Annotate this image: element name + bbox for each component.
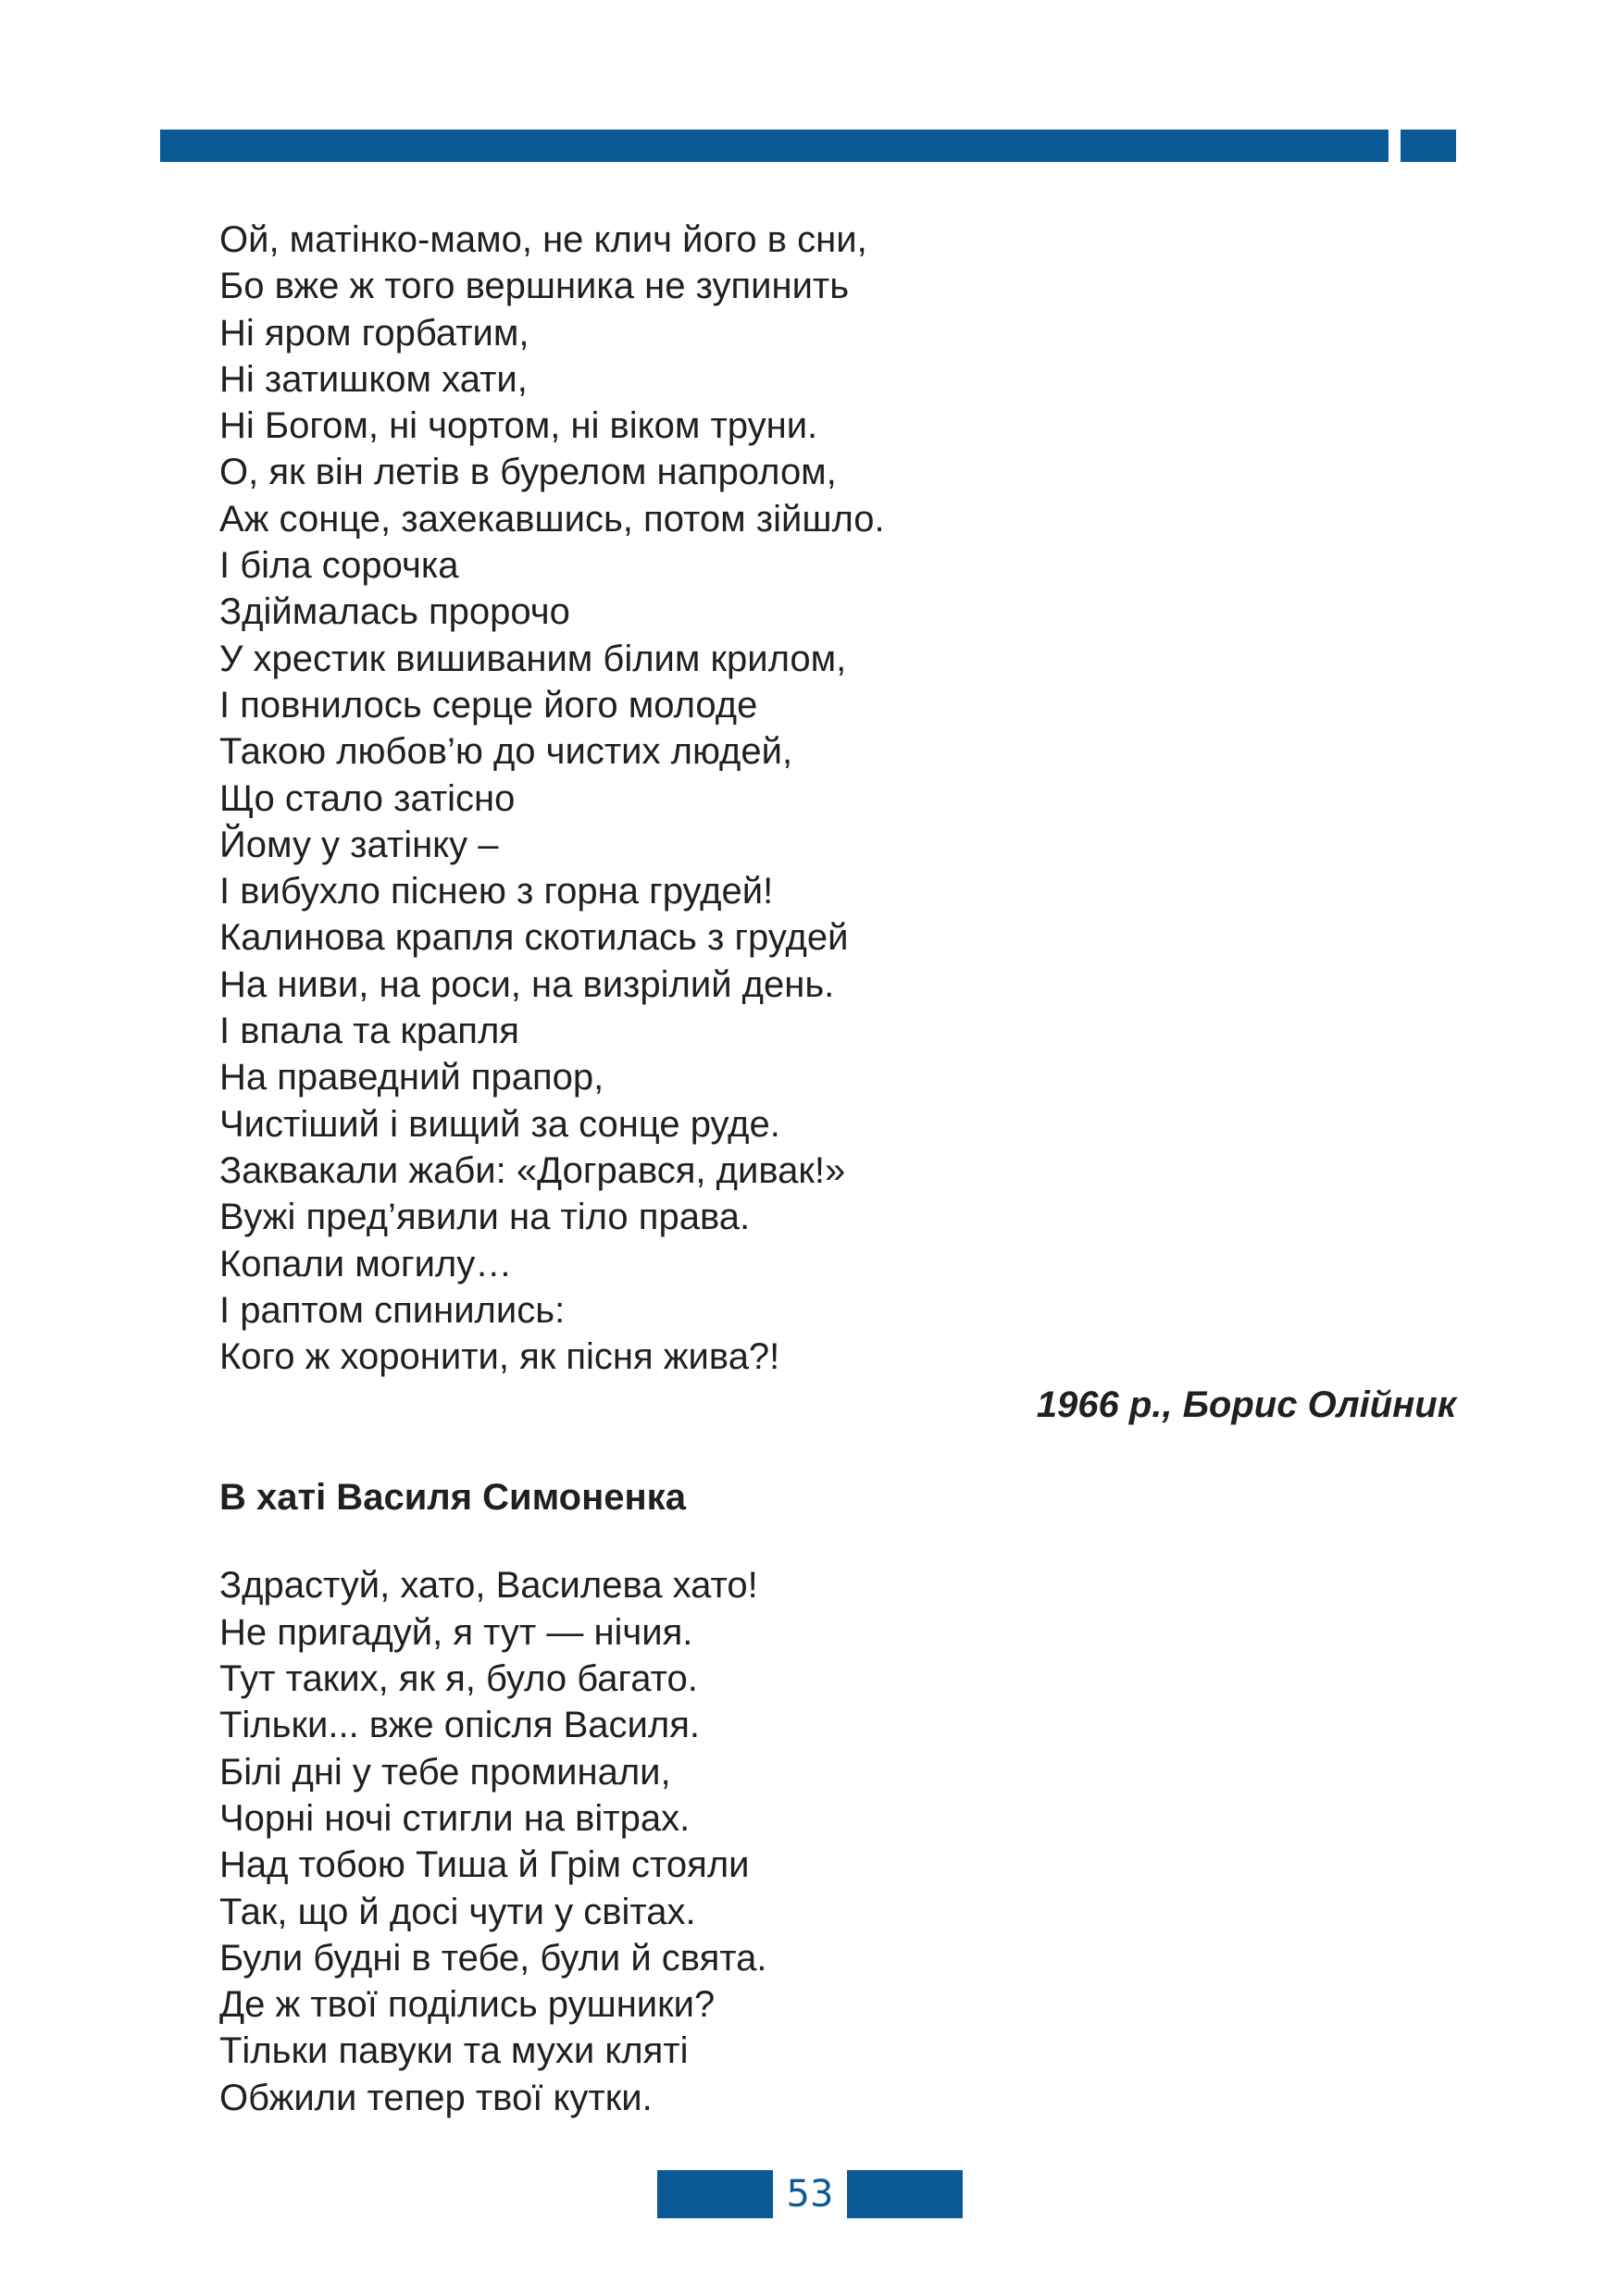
- poem-line: Де ж твої поділись рушники?: [219, 1984, 716, 2026]
- footer-bar-right: [847, 2170, 963, 2218]
- poem-line: Такою любов’ю до чистих людей,: [219, 731, 793, 773]
- header-bar: [160, 130, 1389, 162]
- poem-line: На праведний прапор,: [219, 1057, 604, 1098]
- poem-line: І повнилось серце його молоде: [219, 684, 758, 726]
- poem-line: Білі дні у тебе проминали,: [219, 1751, 671, 1793]
- poem-attribution: 1966 р., Борис Олійник: [1036, 1384, 1456, 1426]
- poem-line: Ой, матінко-мамо, не клич його в сни,: [219, 219, 867, 260]
- poem-line: Були будні в тебе, були й свята.: [219, 1937, 767, 1979]
- page-footer: [657, 2170, 963, 2218]
- poem-line: Чистіший і вищий за сонце руде.: [219, 1103, 780, 1145]
- poem-line: Калинова крапля скотилась з грудей: [219, 917, 849, 959]
- poem-line: Ні яром горбатим,: [219, 312, 529, 354]
- poem-line: Копали могилу…: [219, 1243, 513, 1285]
- poem-title: В хаті Василя Симоненка: [219, 1477, 686, 1519]
- poem-line: Кого ж хоронити, як пісня жива?!: [219, 1336, 780, 1378]
- footer-bar-left: [657, 2170, 773, 2218]
- poem-line: На ниви, на роси, на визрілий день.: [219, 963, 835, 1005]
- poem-line: Йому у затінку –: [219, 824, 499, 865]
- poem-boris-oliynyk: [219, 217, 1460, 1380]
- page-content: [219, 217, 1460, 2121]
- header-bar-end: [1401, 130, 1456, 162]
- poem-line: Не пригадуй, я тут — нічия.: [219, 1611, 693, 1653]
- poem-line: У хрестик вишиваним білим крилом,: [219, 638, 847, 679]
- poem-line: Тільки... вже опісля Василя.: [219, 1705, 701, 1746]
- poem-line: І біла сорочка: [219, 545, 459, 587]
- poem-line: Здрастуй, хато, Василева хато!: [219, 1565, 758, 1607]
- poem-line: Так, що й досі чути у світах.: [219, 1891, 696, 1932]
- poem-v-khati-vasylia-symonenka: [219, 1562, 1460, 2121]
- poem-line: Аж сонце, захекавшись, потом зійшло.: [219, 498, 885, 540]
- poem-line: Чорні ночі стигли на вітрах.: [219, 1797, 691, 1839]
- poem-line: Бо вже ж того вершника не зупинить: [219, 266, 850, 307]
- poem-line: Тут таких, як я, було багато.: [219, 1658, 698, 1700]
- poem-line: Ні Богом, ні чортом, ні віком труни.: [219, 405, 818, 447]
- poem-line: Ні затишком хати,: [219, 358, 528, 400]
- poem-line: Вужі пред’явили на тіло права.: [219, 1197, 751, 1238]
- poem-line: Заквакали жаби: «Догрався, дивак!»: [219, 1149, 846, 1191]
- poem-line: Над тобою Тиша й Грім стояли: [219, 1844, 750, 1886]
- poem-line: Обжили тепер твої кутки.: [219, 2077, 653, 2118]
- poem-line: І вибухло піснею з горна грудей!: [219, 871, 774, 912]
- poem-line: О, як він летів в бурелом напролом,: [219, 452, 837, 493]
- poem-line: Що стало затісно: [219, 777, 516, 819]
- poem-line: І впала та крапля: [219, 1011, 519, 1052]
- poem-line: Тільки павуки та мухи кляті: [219, 2030, 689, 2072]
- poem-line: І раптом спинились:: [219, 1289, 566, 1331]
- page-number: 53: [786, 2173, 834, 2215]
- poem-line: Здіймалась пророчо: [219, 591, 570, 633]
